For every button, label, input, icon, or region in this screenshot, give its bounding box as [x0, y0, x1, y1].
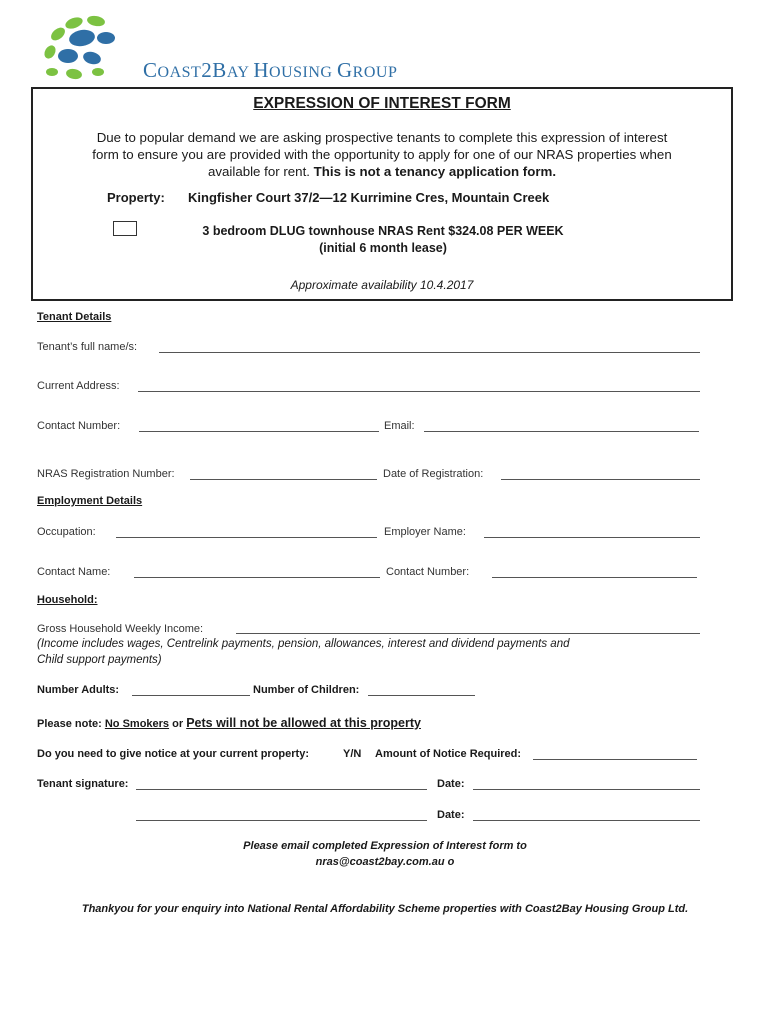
contact-number-label: Contact Number: [37, 420, 121, 432]
income-field[interactable] [236, 633, 700, 634]
occupation-label: Occupation: [37, 526, 96, 538]
income-note: (Income includes wages, Centrelink payments, pension, allowances, interest and dividend payments and Child support payments) [37, 638, 570, 666]
intro-line-1: Due to popular demand we are asking prospective tenants to complete this expression of interest [96, 130, 668, 145]
employer-name-field[interactable] [484, 537, 700, 538]
income-label: Gross Household Weekly Income: [37, 623, 204, 635]
household-heading: Household: [37, 594, 98, 606]
property-checkbox[interactable] [113, 221, 137, 236]
property-description: 3 bedroom DLUG townhouse NRAS Rent $324.08 PER WEEK (initial 6 month lease) [202, 224, 564, 255]
second-date-label: Date: [437, 809, 465, 821]
property-address: Kingfisher Court 37/2—12 Kurrimine Cres, Mountain Creek [188, 190, 550, 205]
signature-date-label: Date: [437, 778, 465, 790]
property-label: Property: [107, 190, 165, 205]
intro-paragraph [43, 129, 721, 180]
second-date-field[interactable] [473, 820, 700, 821]
adults-field[interactable] [132, 695, 250, 696]
signature-label: Tenant signature: [37, 778, 129, 790]
intro-line-3: available for rent. This is not a tenancy application form. [207, 164, 557, 179]
address-field[interactable] [138, 391, 700, 392]
availability-date: Approximate availability 10.4.2017 [290, 278, 474, 292]
company-logo [38, 14, 398, 82]
notice-amount-label: Amount of Notice Required: [375, 748, 522, 760]
employer-contact-number-label: Contact Number: [386, 566, 470, 578]
children-field[interactable] [368, 695, 475, 696]
email-instruction: Please email completed Expression of Interest form to [243, 840, 527, 852]
notice-amount-field[interactable] [533, 759, 697, 760]
tenant-details-heading: Tenant Details [37, 311, 112, 323]
thank-you-note: Thankyou for your enquiry into National Rental Affordability Scheme properties with Coast2Bay Housing Group Ltd. [81, 903, 689, 915]
email-address: nras@coast2bay.com.au o [315, 856, 455, 868]
email-field[interactable] [424, 431, 699, 432]
full-name-label: Tenant’s full name/s: [37, 341, 138, 353]
signature-field[interactable] [136, 789, 427, 790]
registration-date-label: Date of Registration: [383, 468, 484, 480]
employment-details-heading: Employment Details [37, 495, 143, 507]
nras-number-label: NRAS Registration Number: [37, 468, 175, 480]
notice-question: Do you need to give notice at your current property: [37, 748, 309, 760]
contact-name-field[interactable] [134, 577, 380, 578]
employer-name-label: Employer Name: [384, 526, 466, 538]
contact-name-label: Contact Name: [37, 566, 111, 578]
form-title: EXPRESSION OF INTEREST FORM [253, 95, 511, 112]
notice-yn-option[interactable]: Y/N [343, 748, 362, 760]
intro-box [31, 87, 733, 301]
adults-label: Number Adults: [37, 684, 120, 696]
address-label: Current Address: [37, 380, 120, 392]
nras-number-field[interactable] [190, 479, 377, 480]
occupation-field[interactable] [116, 537, 377, 538]
logo-wordmark: COAST2BAY HOUSING GROUP [143, 58, 398, 82]
employer-contact-number-field[interactable] [492, 577, 697, 578]
full-name-field[interactable] [159, 352, 700, 353]
smoking-pets-note: Please note: No Smokers or Pets will not be allowed at this property [37, 716, 421, 730]
contact-number-field[interactable] [139, 431, 379, 432]
children-label: Number of Children: [253, 684, 360, 696]
second-signature-field[interactable] [136, 820, 427, 821]
registration-date-field[interactable] [501, 479, 700, 480]
email-label: Email: [384, 420, 415, 432]
signature-date-field[interactable] [473, 789, 700, 790]
logo-dots-icon [38, 14, 138, 82]
intro-line-2: form to ensure you are provided with the opportunity to apply for one of our NRAS properties when [92, 147, 672, 162]
